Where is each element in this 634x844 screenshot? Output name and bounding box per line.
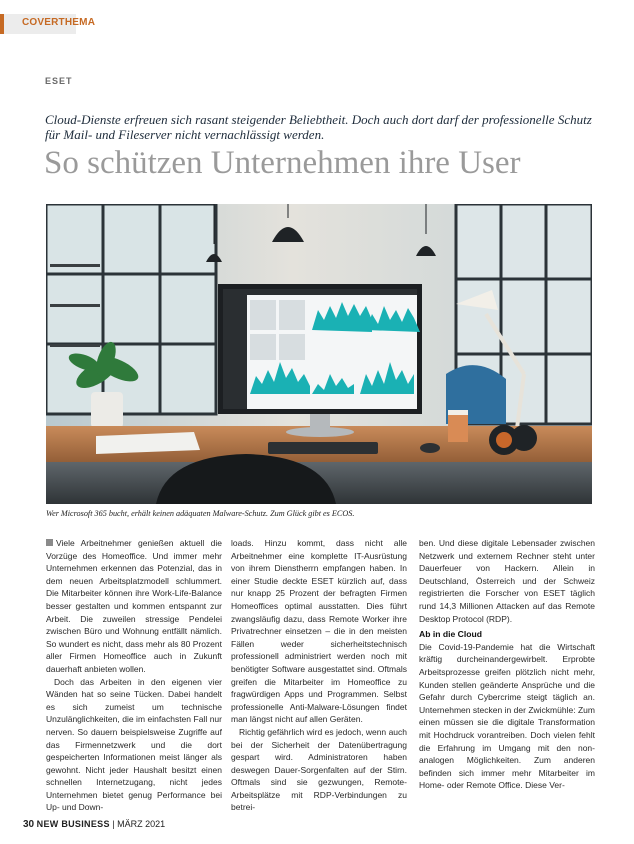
text-column-2: [231, 537, 407, 814]
article-intro: Cloud-Dienste erfreuen sich rasant steigender Beliebtheit. Doch auch dort darf der professionelle Schutz für Mail- und Fileserver nicht vernachlässigt werden.: [45, 112, 592, 142]
section-tab-accent: [0, 14, 4, 34]
page-number: 30: [23, 819, 35, 830]
paragraph-text: Viele Arbeitnehmer genießen aktuell die Vorzüge des Homeoffice. Und immer mehr Unternehmen erkennen das Potenzial, das in dem neuen Arbeitsplatzmodell schlummert. Die Mitarbeiter können ihre Work-Life-Balance besser gestalten und kommen entspannt zur Arbeit. Die zuweilen stressige Pendelei zwischen Büro und Wohnung entfällt nämlich. So wundert es nicht, dass mehr als 80 Prozent aller Firmen Homeoffice auch in Zukunft dauerhaft anbieten wollen.: [46, 538, 222, 674]
footer-separator: |: [112, 819, 115, 829]
page-footer: [23, 819, 165, 830]
paragraph: ben. Und diese digitale Lebensader zwischen Netzwerk und externem Rechner steht unter Dauerfeuer von Hackern. Allein in Deutschland, Österreich und der Schweiz registrierten die Forscher von ESET täglich rund 14,3 Millionen Attacken auf das Remote Desktop Protocol (RDP).: [419, 538, 595, 624]
article-title: So schützen Unternehmen ihre User: [44, 145, 521, 181]
magazine-name: NEW BUSINESS: [36, 819, 110, 829]
section-label: COVERTHEMA: [22, 17, 96, 28]
paragraph: Doch das Arbeiten in den eigenen vier Wänden hat so seine Tücken. Dabei handelt es sich zumeist um technische Unzulänglichkeiten, die im einfachsten Fall nur nerven. So dauern beispielsweise Zugriffe auf das Firmennetzwerk und die dort gespeicherten Informationen meist länger als gewohnt. Nicht jeder Haushalt besitzt einen schnellen Internetzugang, nicht jedes Unternehmen bietet genug Performance bei Up- und Down-: [46, 676, 222, 813]
paragraph: Richtig gefährlich wird es jedoch, wenn auch bei der Sicherheit der Datenübertragung gespart wird. Administratoren haben deswegen Dauer-Sorgenfalten auf der Stirn. Oftmals sind sie gezwungen, Remote-Arbeitsplätze mit RDP-Verbindungen zu betrei-: [231, 726, 407, 813]
subheading: Ab in die Cloud: [419, 629, 483, 640]
office-photo: [46, 204, 592, 504]
text-column-1: [46, 537, 222, 814]
paragraph: Die Covid-19-Pandemie hat die Wirtschaft kräftig durcheinandergewirbelt. Erprobte Arbeitsprozesse greifen plötzlich nicht mehr, Kunden stellen geänderte Ansprüche und die Gefahr durch Cybercrime steigt täglich an. Unternehmen stecken in der Zwickmühle: Zum einen müssen sie die digitale Transformation mit Hochdruck vorantreiben. Doch vielen fehlt die Erfahrung im Umgang mit den non-analogen Möglichkeiten. Zum anderen befinden sich immer mehr Mitarbeiter im Home- oder Remote Office. Diese Ver-: [419, 641, 595, 791]
paragraph: [46, 537, 222, 676]
paragraph: loads. Hinzu kommt, dass nicht alle Arbeitnehmer eine komplette IT-Ausrüstung von ihrem Dienstherrn empfangen haben. In einer Studie deckte ESET kürzlich auf, dass nur knapp 25 Prozent der befragten Firmen Homeoffices optimal ausstatten. Dies führt zwangsläufig dazu, dass Remote Worker ihre Privatrechner einsetzen – die in den meisten Fällen weder sicherheitstechnisch professionell administriert werden noch mit benötigter Software ausgestattet sind. Oftmals greifen die Mitarbeiter im Homeoffice zu fragwürdigen Apps und Programmen. Selbst professionelle Anti-Malware-Lösungen findet man längst nicht auf allen Geräten.: [231, 538, 407, 725]
photo-caption: Wer Microsoft 365 bucht, erhält keinen adäquaten Malware-Schutz. Zum Glück gibt es ECOS.: [46, 509, 355, 518]
text-column-3: [419, 537, 595, 792]
issue-date: MÄRZ 2021: [117, 819, 166, 829]
company-label: ESET: [45, 76, 73, 86]
start-marker-icon: [46, 539, 53, 546]
